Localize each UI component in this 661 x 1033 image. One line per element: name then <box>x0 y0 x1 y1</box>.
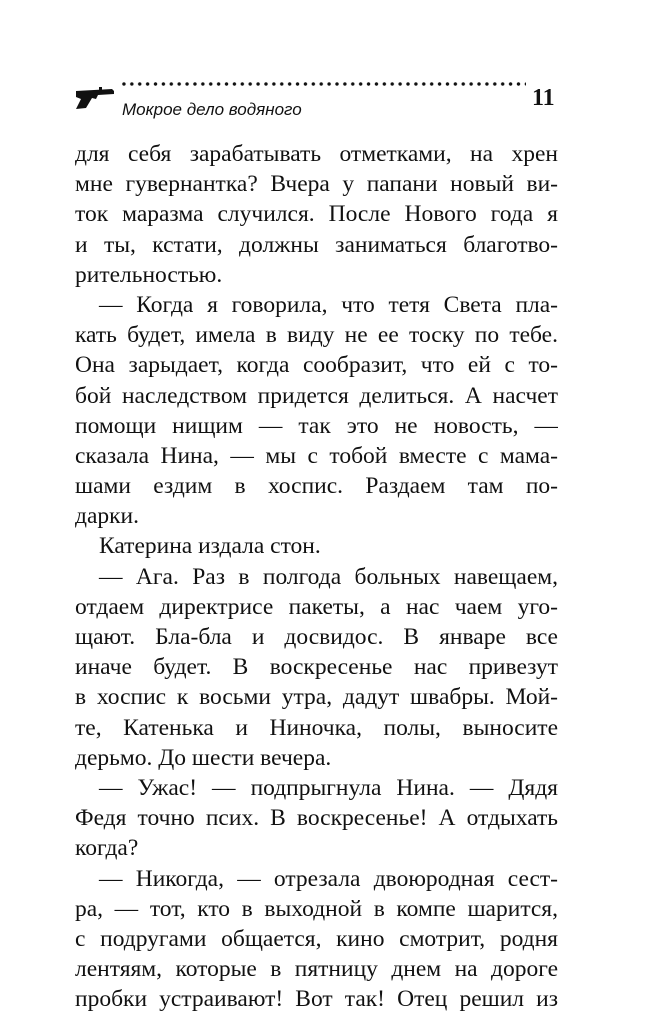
text-line: и ты, кстати, должны заниматься благотво- <box>75 231 558 258</box>
text-line: те, Катенька и Ниночка, полы, выносите <box>75 714 558 741</box>
text-line: помощи нищим — так это не новость, — <box>75 412 558 439</box>
text-line: — Ужас! — подпрыгнула Нина. — Дядя <box>99 774 558 801</box>
revolver-icon <box>72 86 118 110</box>
text-line: щают. Бла-бла и досвидос. В январе все <box>75 624 558 650</box>
text-line: Катерина издала стон. <box>99 533 321 560</box>
page-number: 11 <box>532 85 555 111</box>
text-line: для себя зарабатывать отметками, на хрен <box>75 141 558 167</box>
text-line: — Ага. Раз в полгода больных навещаем, <box>99 563 558 590</box>
text-line: пробки устраивают! Вот так! Отец решил из <box>75 986 558 1013</box>
running-title: Мокрое дело водяного <box>122 100 302 119</box>
text-line: Она зарыдает, когда сообразит, что ей с то- <box>75 352 558 379</box>
text-line: иначе будет. В воскресенье нас привезут <box>75 654 558 681</box>
text-line: дерьмо. До шести вечера. <box>75 744 332 771</box>
text-line: отдаем директрисе пакеты, а нас чаем уго- <box>75 593 558 620</box>
text-line: рительностью. <box>75 261 223 288</box>
text-line: лентяям, которые в пятницу днем на дороге <box>75 956 558 983</box>
text-line: ра, — тот, кто в выходной в компе шарится, <box>75 895 558 922</box>
text-line: дарки. <box>75 503 140 530</box>
text-line: кать будет, имела в виду не ее тоску по тебе. <box>75 322 558 349</box>
text-line: с подругами общается, кино смотрит, родня <box>75 925 558 952</box>
text-line: — Когда я говорила, что тетя Света пла- <box>99 291 558 318</box>
text-line: Федя точно псих. В воскресенье! А отдыхать <box>75 805 558 832</box>
dotted-rule <box>120 78 526 90</box>
text-line: когда? <box>75 835 139 862</box>
text-line: мне гувернантка? Вчера у папани новый ви- <box>75 171 558 198</box>
text-line: шами ездим в хоспис. Раздаем там по- <box>75 473 558 500</box>
text-line: бой наследством придется делиться. А насчет <box>75 382 558 409</box>
text-line: в хоспис к восьми утра, дадут швабры. Мой- <box>75 684 558 711</box>
page-header <box>72 78 592 128</box>
text-line: сказала Нина, — мы с тобой вместе с мама- <box>75 442 558 469</box>
text-line: ток маразма случился. После Нового года я <box>75 201 558 228</box>
body-text <box>75 139 558 1014</box>
text-line: — Никогда, — отрезала двоюродная сест- <box>99 865 558 892</box>
